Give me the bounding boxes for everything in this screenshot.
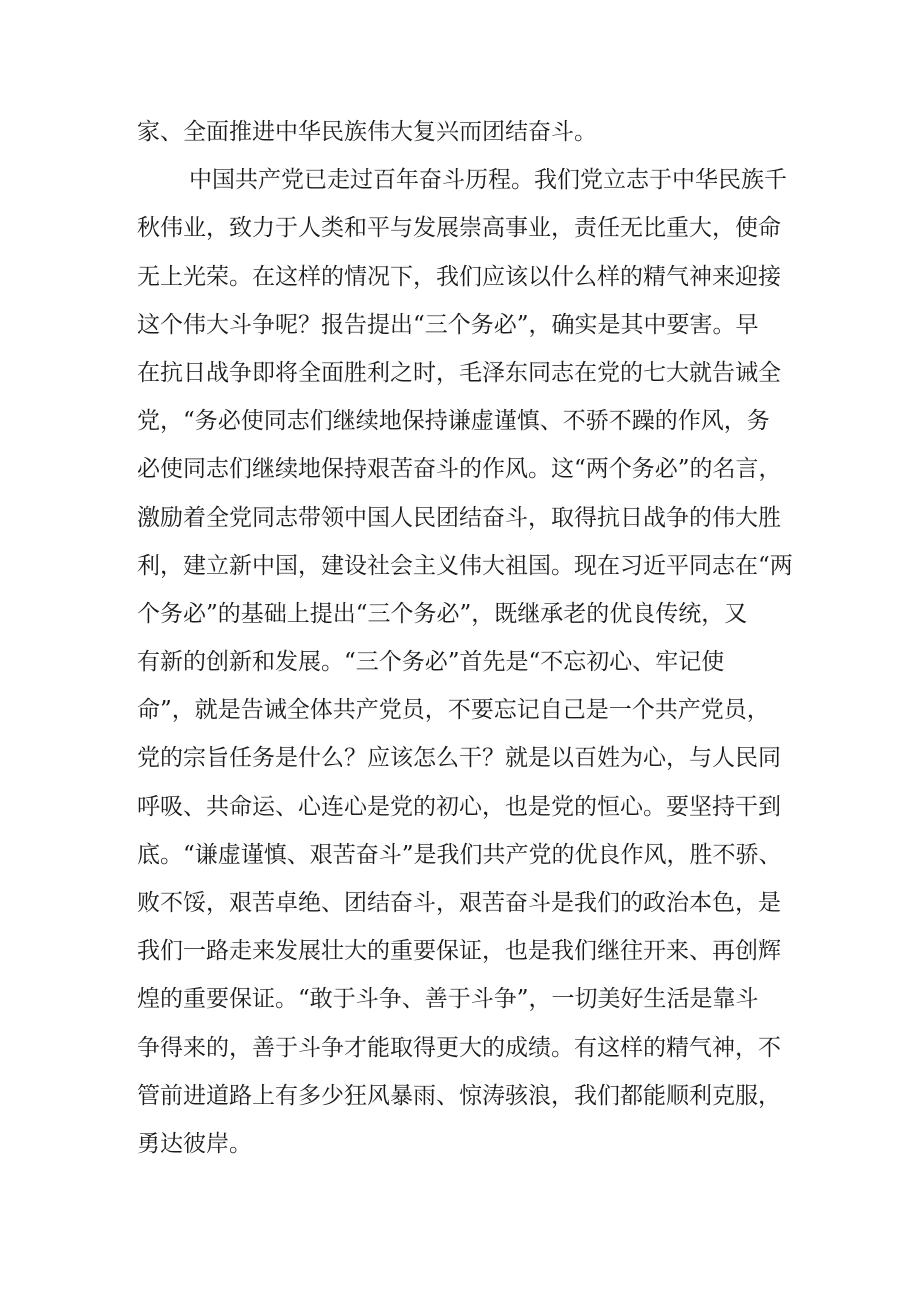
text-line: 命”，就是告诫全体共产党员，不要忘记自己是一个共产党员， <box>137 697 770 724</box>
text-line: 激励着全党同志带领中国人民团结奋斗，取得抗日战争的伟大胜 <box>137 504 781 531</box>
text-line: 败不馁，艰苦卓绝、团结奋斗，艰苦奋斗是我们的政治本色，是 <box>137 890 781 916</box>
paragraph-start-line: 中国共产党已走过百年奋斗历程。我们党立志于中华民族千 <box>189 167 787 194</box>
text-line: 在抗日战争即将全面胜利之时，毛泽东同志在党的七大就告诫全 <box>137 359 781 386</box>
text-line: 党的宗旨任务是什么？应该怎么干？就是以百姓为心，与人民同 <box>137 745 781 772</box>
text-line: 煌的重要保证。“敢于斗争、善于斗争”，一切美好生活是靠斗 <box>137 986 759 1013</box>
text-line: 底。“谦虚谨慎、艰苦奋斗”是我们共产党的优良作风，胜不骄、 <box>137 841 782 868</box>
text-line: 秋伟业，致力于人类和平与发展崇高事业，责任无比重大，使命 <box>137 215 781 242</box>
body-text <box>137 108 797 1168</box>
text-line: 家、全面推进中华民族伟大复兴而团结奋斗。 <box>137 119 597 145</box>
text-line: 争得来的，善于斗争才能取得更大的成绩。有这样的精气神，不 <box>137 1034 781 1061</box>
text-line: 管前进道路上有多少狂风暴雨、惊涛骇浪，我们都能顺利克服， <box>137 1082 781 1109</box>
text-line: 必使同志们继续地保持艰苦奋斗的作风。这“两个务必”的名言， <box>137 456 782 483</box>
text-line: 呼吸、共命运、心连心是党的初心，也是党的恒心。要坚持干到 <box>137 793 781 820</box>
text-line: 有新的创新和发展。“三个务必”首先是“不忘初心、牢记使 <box>137 649 725 676</box>
text-line: 这个伟大斗争呢？报告提出“三个务必”，确实是其中要害。早 <box>137 311 759 338</box>
text-line: 我们一路走来发展壮大的重要保证，也是我们继往开来、再创辉 <box>137 938 781 965</box>
text-line: 党，“务必使同志们继续地保持谦虚谨慎、不骄不躁的作风，务 <box>137 408 770 435</box>
text-line: 个务必”的基础上提出“三个务必”，既继承老的优良传统，又 <box>137 600 748 627</box>
text-line: 勇达彼岸。 <box>137 1130 252 1157</box>
text-line: 无上光荣。在这样的情况下，我们应该以什么样的精气神来迎接 <box>137 263 781 290</box>
text-line: 利，建立新中国，建设社会主义伟大祖国。现在习近平同志在“两 <box>137 552 793 579</box>
